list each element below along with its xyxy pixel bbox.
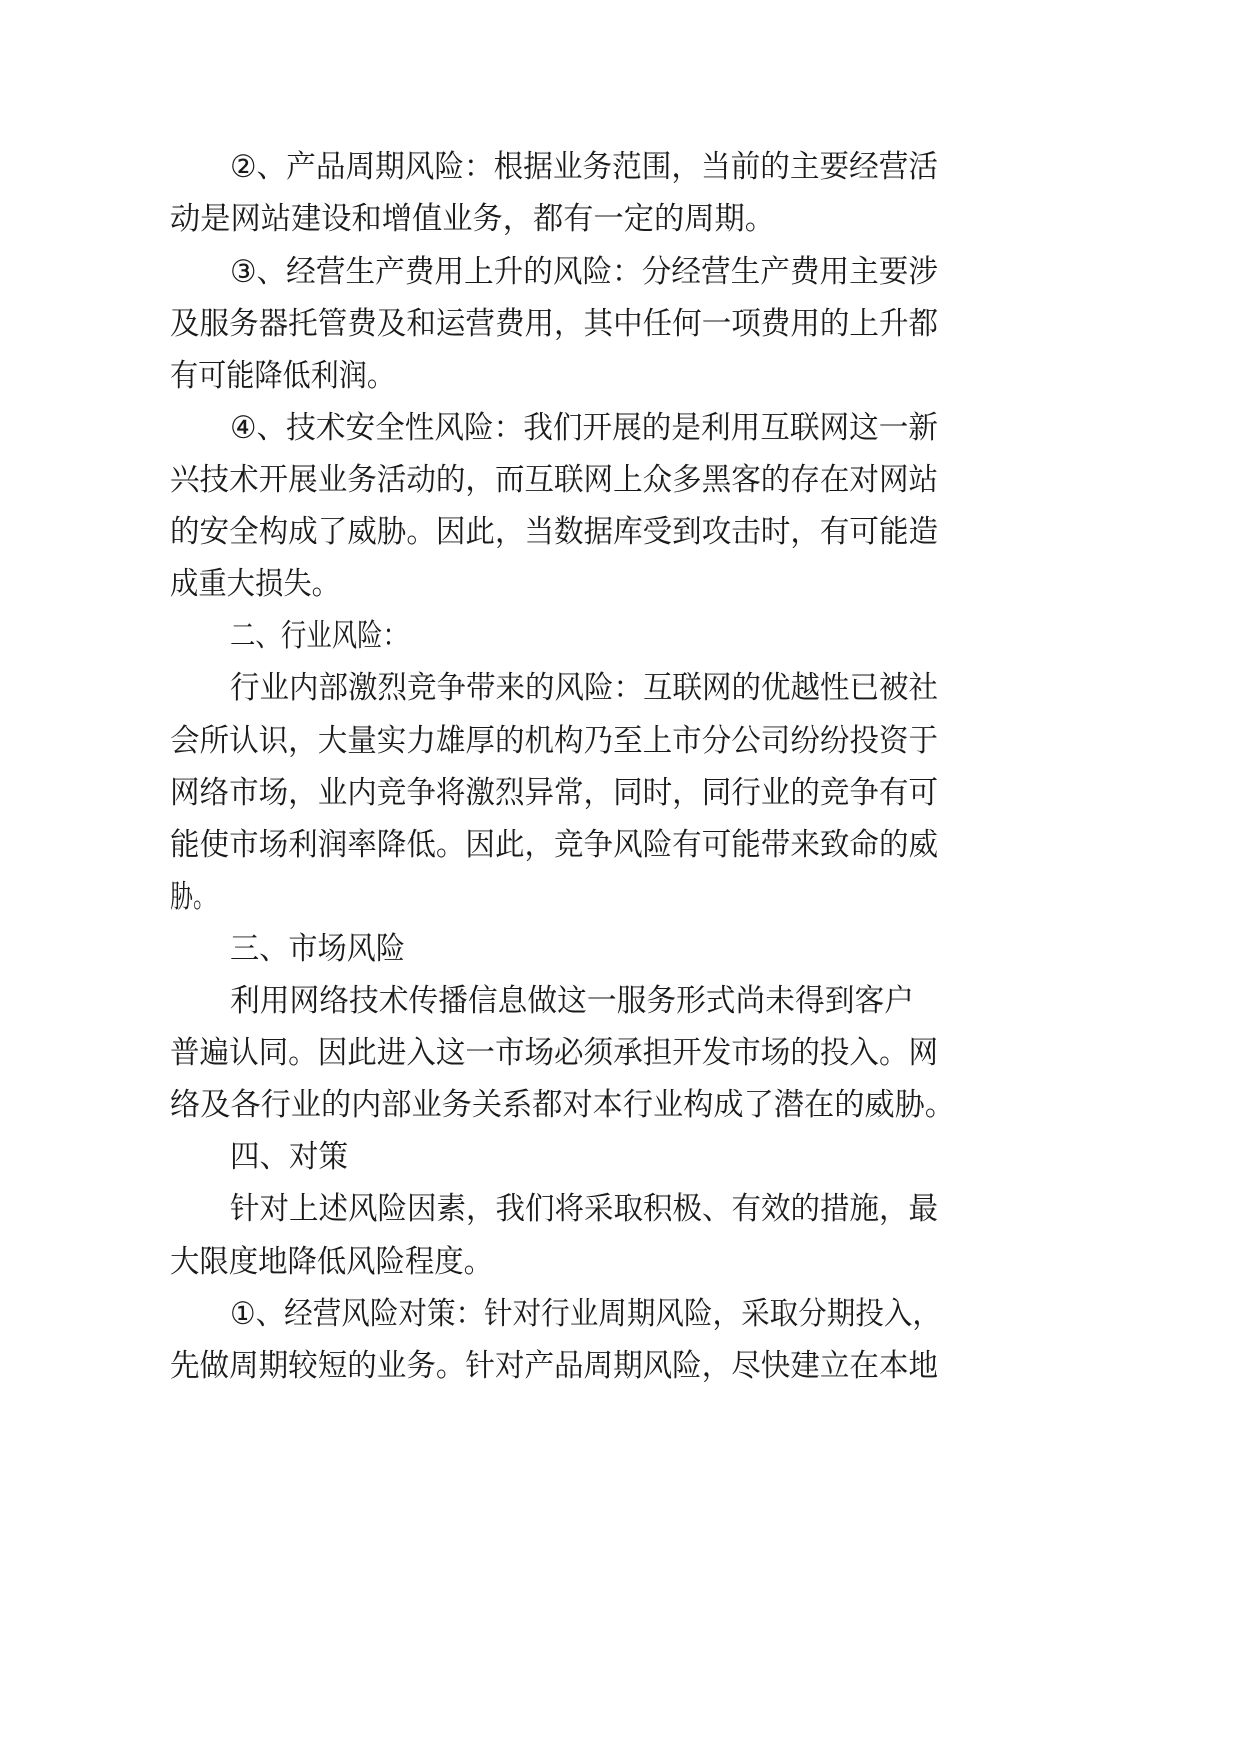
section-heading: 四、对策 xyxy=(230,1139,348,1175)
text-line: ③、经营生产费用上升的风险：分经营生产费用主要涉 xyxy=(230,254,938,290)
text-line: 有可能降低利润。 xyxy=(170,358,396,394)
text-line: 成重大损失。 xyxy=(170,566,341,602)
text-line: 胁。 xyxy=(170,879,216,915)
text-line: 及服务器托管费及和运营费用，其中任何一项费用的上升都 xyxy=(170,306,939,342)
text-line: 网络市场，业内竞争将激烈异常，同时，同行业的竞争有可 xyxy=(170,775,939,811)
text-line: 利用网络技术传播信息做这一服务形式尚未得到客户 xyxy=(230,983,914,1019)
text-line: 络及各行业的内部业务关系都对本行业构成了潜在的威胁。 xyxy=(170,1087,955,1123)
text-line: 兴技术开展业务活动的，而互联网上众多黑客的存在对网站 xyxy=(170,462,939,498)
text-line: ①、经营风险对策：针对行业周期风险，采取分期投入， xyxy=(230,1296,941,1332)
text-line: 会所认识，大量实力雄厚的机构乃至上市分公司纷纷投资于 xyxy=(170,723,939,759)
section-heading: 三、市场风险 xyxy=(230,931,406,967)
text-line: 针对上述风险因素，我们将采取积极、有效的措施，最 xyxy=(230,1191,938,1227)
text-line: 行业内部激烈竞争带来的风险：互联网的优越性已被社 xyxy=(230,670,938,706)
section-heading: 二、行业风险： xyxy=(230,618,409,654)
text-line: ④、技术安全性风险：我们开展的是利用互联网这一新 xyxy=(230,410,938,446)
text-line: 能使市场利润率降低。因此，竞争风险有可能带来致命的威 xyxy=(170,827,939,863)
text-line: 先做周期较短的业务。针对产品周期风险，尽快建立在本地 xyxy=(170,1348,939,1384)
text-line: 动是网站建设和增值业务，都有一定的周期。 xyxy=(170,201,775,237)
text-line: 普遍认同。因此进入这一市场必须承担开发市场的投入。网 xyxy=(170,1035,939,1071)
text-line: 大限度地降低风险程度。 xyxy=(170,1244,493,1280)
text-line: ②、产品周期风险：根据业务范围，当前的主要经营活 xyxy=(230,149,938,185)
text-line: 的安全构成了威胁。因此，当数据库受到攻击时，有可能造 xyxy=(170,514,939,550)
